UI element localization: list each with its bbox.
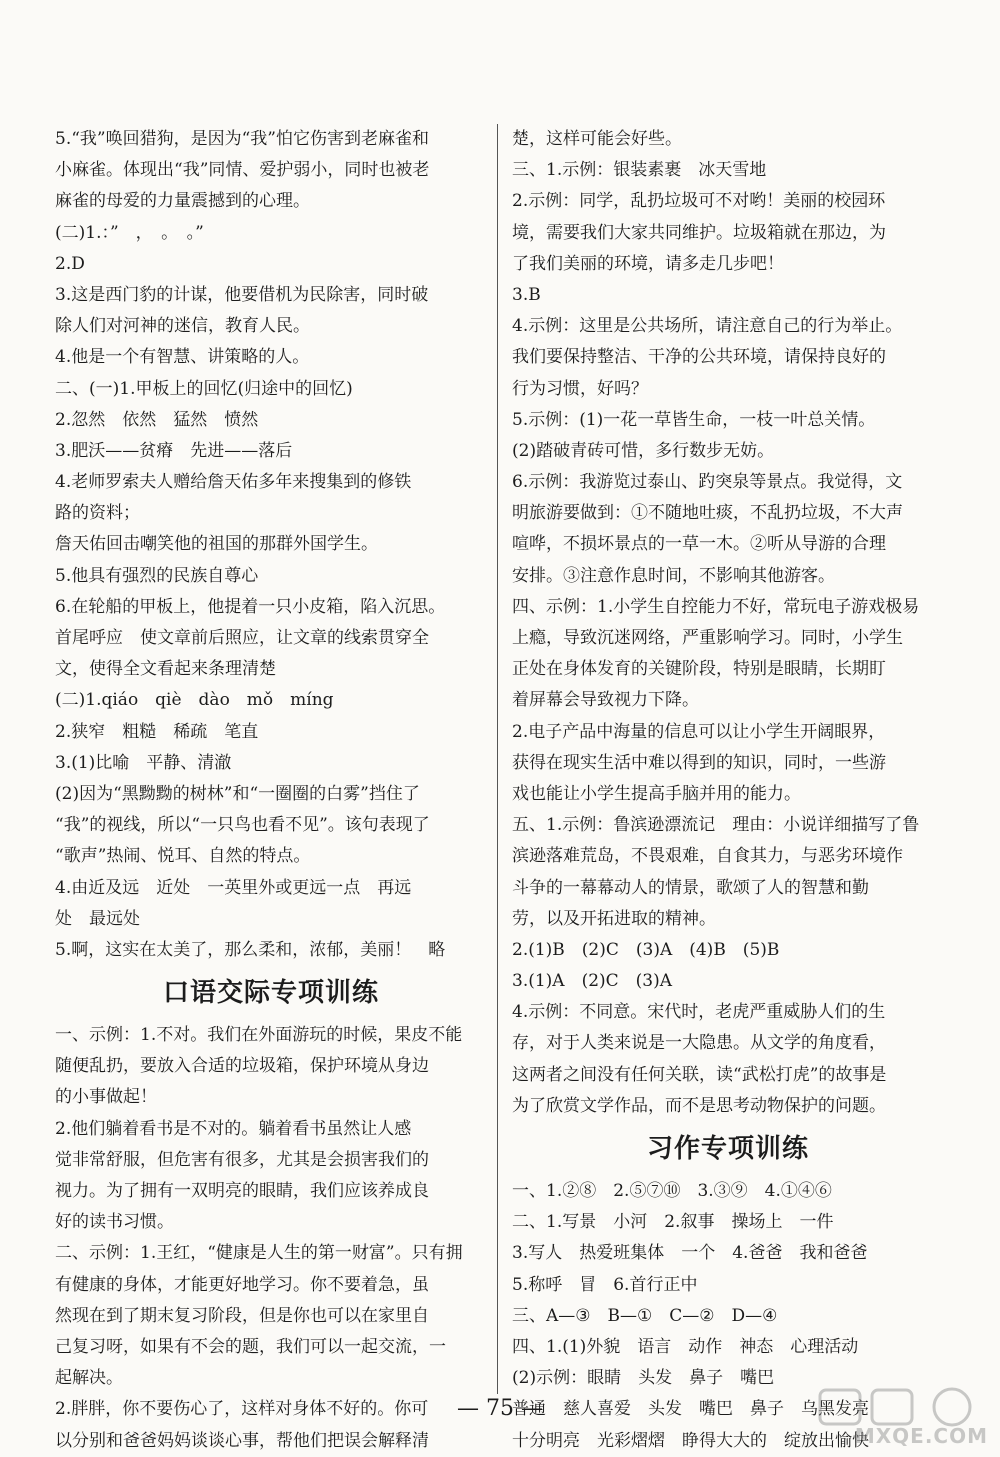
right-text-line: 5.示例：(1)一花一草皆生命，一枝一叶总关情。 <box>512 409 876 430</box>
left-text-line: 文，使得全文看起来条理清楚 <box>55 659 276 680</box>
right-text-line: 2.示例：同学，乱扔垃圾可不对哟！美丽的校园环 <box>512 191 886 212</box>
right-text-line: 安排。③注意作息时间，不影响其他游客。 <box>512 565 835 586</box>
left-text-line: (二)1.：” ， 。 。” <box>55 222 204 243</box>
left-text-line: 4.老师罗索夫人赠给詹天佑多年来搜集到的修铁 <box>55 472 412 493</box>
right-text-line: 5.称呼 冒 6.首行正中 <box>512 1274 698 1295</box>
left-text-line: 二、示例：1.王红，“健康是人生的第一财富”。只有拥 <box>55 1243 463 1264</box>
left-column <box>55 124 487 1457</box>
left-text-line: 3.肥沃——贫瘠 先进——落后 <box>55 440 293 461</box>
left-text-line: 的小事做起！ <box>55 1087 157 1108</box>
right-text-line: 为了欣赏文学作品，而不是思考动物保护的问题。 <box>512 1095 886 1116</box>
left-text-line: 3.(1)比喻 平静、清澈 <box>55 752 232 773</box>
right-text-line: 滨逊落难荒岛，不畏艰难，自食其力，与恶劣环境作 <box>512 846 903 867</box>
left-text-line: 6.在轮船的甲板上，他提着一只小皮箱，陷入沉思。 <box>55 596 446 617</box>
left-text-line: 视力。为了拥有一双明亮的眼睛，我们应该养成良 <box>55 1181 429 1201</box>
right-text-line: 五、1.示例：鲁滨逊漂流记 理由：小说详细描写了鲁 <box>512 815 920 836</box>
left-text-line: 2.忽然 依然 猛然 愤然 <box>55 409 259 430</box>
left-text-line: 5.“我”唤回猎狗，是因为“我”怕它伤害到老麻雀和 <box>55 129 429 149</box>
right-text-line: 存，对于人类来说是一大隐患。从文学的角度看， <box>512 1033 886 1054</box>
right-text-line: 三、A—③ B—① C—② D—④ <box>512 1305 778 1326</box>
left-text-line: 有健康的身体，才能更好地学习。你不要着急，虽 <box>55 1274 429 1295</box>
right-text-line: (2)踏破青砖可惜，多行数步无妨。 <box>512 440 775 461</box>
right-text-line: 境，需要我们大家共同维护。垃圾箱就在那边，为 <box>512 222 886 243</box>
left-text-line: 5.啊，这实在太美了，那么柔和，浓郁，美丽！ 略 <box>55 939 446 960</box>
left-text-line: “我”的视线，所以“一只鸟也看不见”。该句表现了 <box>55 815 430 836</box>
left-text-line: “歌声”热闹、悦耳、自然的特点。 <box>55 846 311 867</box>
left-text-line: 路的资料； <box>55 503 140 524</box>
left-text-line: 2.胖胖，你不要伤心了，这样对身体不好的。你可 <box>55 1399 429 1420</box>
right-text-line: 获得在现实生活中难以得到的知识，同时，一些游 <box>512 752 886 773</box>
left-text-line: 以分别和爸爸妈妈谈谈心事，帮他们把误会解释清 <box>55 1430 429 1451</box>
right-text-line: 我们要保持整洁、干净的公共环境，请保持良好的 <box>512 347 886 368</box>
left-text-line: 3.这是西门豹的计谋，他要借机为民除害，同时破 <box>55 284 429 305</box>
left-text-line: 4.由近及远 近处 一英里外或更远一点 再远 <box>55 877 412 898</box>
left-text-line: 己复习呀，如果有不会的题，我们可以一起交流，一 <box>55 1336 446 1357</box>
left-text-line: 2.狭窄 粗糙 稀疏 笔直 <box>55 721 259 742</box>
left-text-line: 一、示例：1.不对。我们在外面游玩的时候，果皮不能 <box>55 1025 463 1046</box>
left-text-line: 5.他具有强烈的民族自尊心 <box>55 565 259 586</box>
right-text-line: 二、1.写景 小河 2.叙事 操场上 一件 <box>512 1212 834 1233</box>
left-text-line: 2.他们躺着看书是不对的。躺着看书虽然让人感 <box>55 1118 412 1139</box>
watermark-logo <box>812 1384 992 1450</box>
watermark-text: MXQE.COM <box>854 1424 988 1448</box>
right-text-line: 3.B <box>512 284 541 305</box>
right-text-line: 行为习惯，好吗？ <box>512 378 648 399</box>
left-text-line: 随便乱扔，要放入合适的垃圾箱，保护环境从身边 <box>55 1056 429 1077</box>
left-section-heading: 口语交际专项训练 <box>162 978 379 1009</box>
right-text-line: 一、1.②⑧ 2.⑤⑦⑩ 3.③⑨ 4.①④⑥ <box>512 1181 832 1201</box>
right-text-line: 十分明亮 光彩熠熠 睁得大大的 绽放出愉快 <box>512 1430 869 1451</box>
right-text-line: 戏也能让小学生提高手脑并用的能力。 <box>512 783 801 804</box>
left-text-line: 2.D <box>55 253 85 274</box>
right-text-line: 3.(1)A (2)C (3)A <box>512 971 673 992</box>
left-text-line: 小麻雀。体现出“我”同情、爱护弱小，同时也被老 <box>55 160 430 181</box>
right-text-line: 4.示例：这里是公共场所，请注意自己的行为举止。 <box>512 316 903 337</box>
right-text-line: 普通 慈人喜爱 头发 嘴巴 鼻子 乌黑发亮 <box>512 1399 869 1420</box>
right-text-line: 6.示例：我游览过泰山、趵突泉等景点。我觉得，文 <box>512 472 903 493</box>
right-text-line: 2.电子产品中海量的信息可以让小学生开阔眼界， <box>512 721 886 742</box>
right-text-line: 2.(1)B (2)C (3)A (4)B (5)B <box>512 939 780 960</box>
left-text-line: 二、(一)1.甲板上的回忆(归途中的回忆) <box>55 378 353 399</box>
right-text-line: 上瘾，导致沉迷网络，严重影响学习。同时，小学生 <box>512 628 903 648</box>
right-text-line: 正处在身体发育的关键阶段，特别是眼睛，长期盯 <box>512 659 886 680</box>
right-section-heading: 习作专项训练 <box>646 1134 809 1164</box>
page-number: — 75 — <box>457 1396 543 1421</box>
left-text-line: (2)因为“黑黝黝的树林”和“一圈圈的白雾”挡住了 <box>55 783 420 804</box>
right-text-line: 喧哗，不损坏景点的一草一木。②听从导游的合理 <box>512 534 886 555</box>
left-text-line: 首尾呼应 使文章前后照应，让文章的线索贯穿全 <box>55 628 429 648</box>
right-text-line: 三、1.示例：银装素裹 冰天雪地 <box>512 160 767 181</box>
left-text-line: 除人们对河神的迷信，教育人民。 <box>55 316 310 337</box>
right-text-line: 这两者之间没有任何关联，读“武松打虎”的故事是 <box>512 1064 887 1085</box>
right-text-line: 楚，这样可能会好些。 <box>512 129 682 149</box>
right-text-line: (2)示例：眼睛 头发 鼻子 嘴巴 <box>512 1368 775 1389</box>
right-text-line: 4.示例：不同意。宋代时，老虎严重威胁人们的生 <box>512 1002 886 1023</box>
left-text-line: 觉非常舒服，但危害有很多，尤其是会损害我们的 <box>55 1149 429 1170</box>
left-text-line: 处 最远处 <box>55 908 140 929</box>
left-text-line: 然现在到了期末复习阶段，但是你也可以在家里自 <box>55 1305 429 1326</box>
right-text-line: 劳，以及开拓进取的精神。 <box>512 908 716 929</box>
right-text-line: 明旅游要做到：①不随地吐痰，不乱扔垃圾，不大声 <box>512 503 903 524</box>
left-text-line: 4.他是一个有智慧、讲策略的人。 <box>55 347 310 368</box>
left-text-line: 詹天佑回击嘲笑他的祖国的那群外国学生。 <box>55 534 378 555</box>
right-column <box>512 124 944 1457</box>
right-text-line: 3.写人 热爱班集体 一个 4.爸爸 我和爸爸 <box>512 1243 868 1264</box>
right-text-line: 四、示例：1.小学生自控能力不好，常玩电子游戏极易 <box>512 596 920 617</box>
column-divider <box>497 124 498 1394</box>
left-text-line: (二)1.qiáo qiè dào mǒ míng <box>55 690 334 711</box>
right-text-line: 着屏幕会导致视力下降。 <box>512 690 699 711</box>
left-text-line: 麻雀的母爱的力量震撼到的心理。 <box>55 191 310 212</box>
left-text-line: 好的读书习惯。 <box>55 1212 174 1233</box>
right-text-line: 四、1.(1)外貌 语言 动作 神态 心理活动 <box>512 1336 859 1357</box>
right-text-line: 斗争的一幕幕动人的情景，歌颂了人的智慧和勤 <box>512 877 869 898</box>
right-text-line: 了我们美丽的环境，请多走几步吧！ <box>512 253 784 274</box>
left-text-line: 起解决。 <box>55 1368 123 1389</box>
